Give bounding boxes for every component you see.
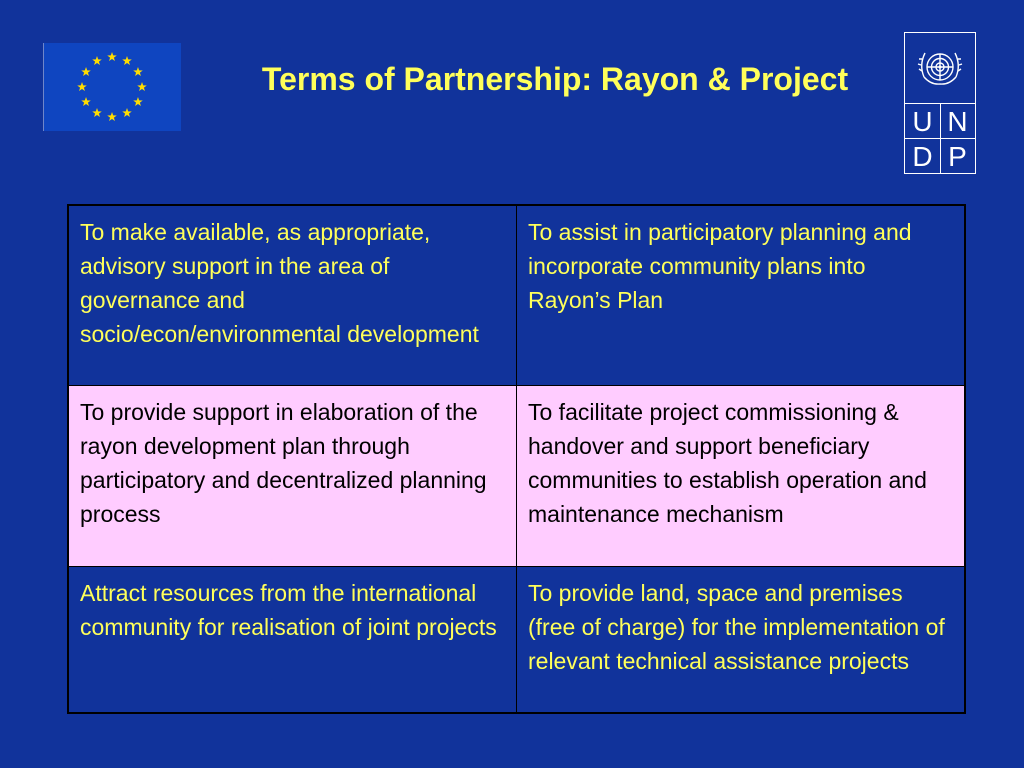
slide-title: Terms of Partnership: Rayon & Project [261,61,849,97]
eu-stars-ring [44,43,181,131]
eu-star-icon [137,82,147,91]
table-cell: To provide support in elaboration of the rayon development plan through participatory and decentralized planning process [68,385,517,566]
eu-star-icon [81,67,91,76]
eu-star-icon [107,112,117,121]
eu-star-icon [107,52,117,61]
eu-star-icon [133,97,143,106]
table-cell: To make available, as appropriate, advisory support in the area of governance and socio/econ/environmental development [68,205,517,385]
eu-star-icon [92,56,102,65]
undp-letter-n: N [947,106,968,137]
undp-letter-p: P [948,141,967,172]
table-row [68,566,965,713]
table-cell: Attract resources from the international community for realisation of joint projects [68,566,517,713]
un-emblem-icon [905,33,975,104]
table-row [68,205,965,385]
terms-table [67,204,966,714]
undp-letter-d: D [912,141,933,172]
eu-star-icon [122,108,132,117]
table-row [68,385,965,566]
eu-flag-icon [43,43,181,131]
table-cell: To assist in participatory planning and incorporate community plans into Rayon’s Plan [517,205,966,385]
eu-star-icon [133,67,143,76]
eu-star-icon [81,97,91,106]
table-cell: To provide land, space and premises (free of charge) for the implementation of relevant technical assistance projects [517,566,966,713]
undp-letter-u: U [912,106,933,137]
eu-star-icon [77,82,87,91]
table-cell: To facilitate project commissioning & handover and support beneficiary communities to establish operation and maintenance mechanism [517,385,966,566]
eu-star-icon [122,56,132,65]
undp-logo [904,32,976,174]
eu-star-icon [92,108,102,117]
